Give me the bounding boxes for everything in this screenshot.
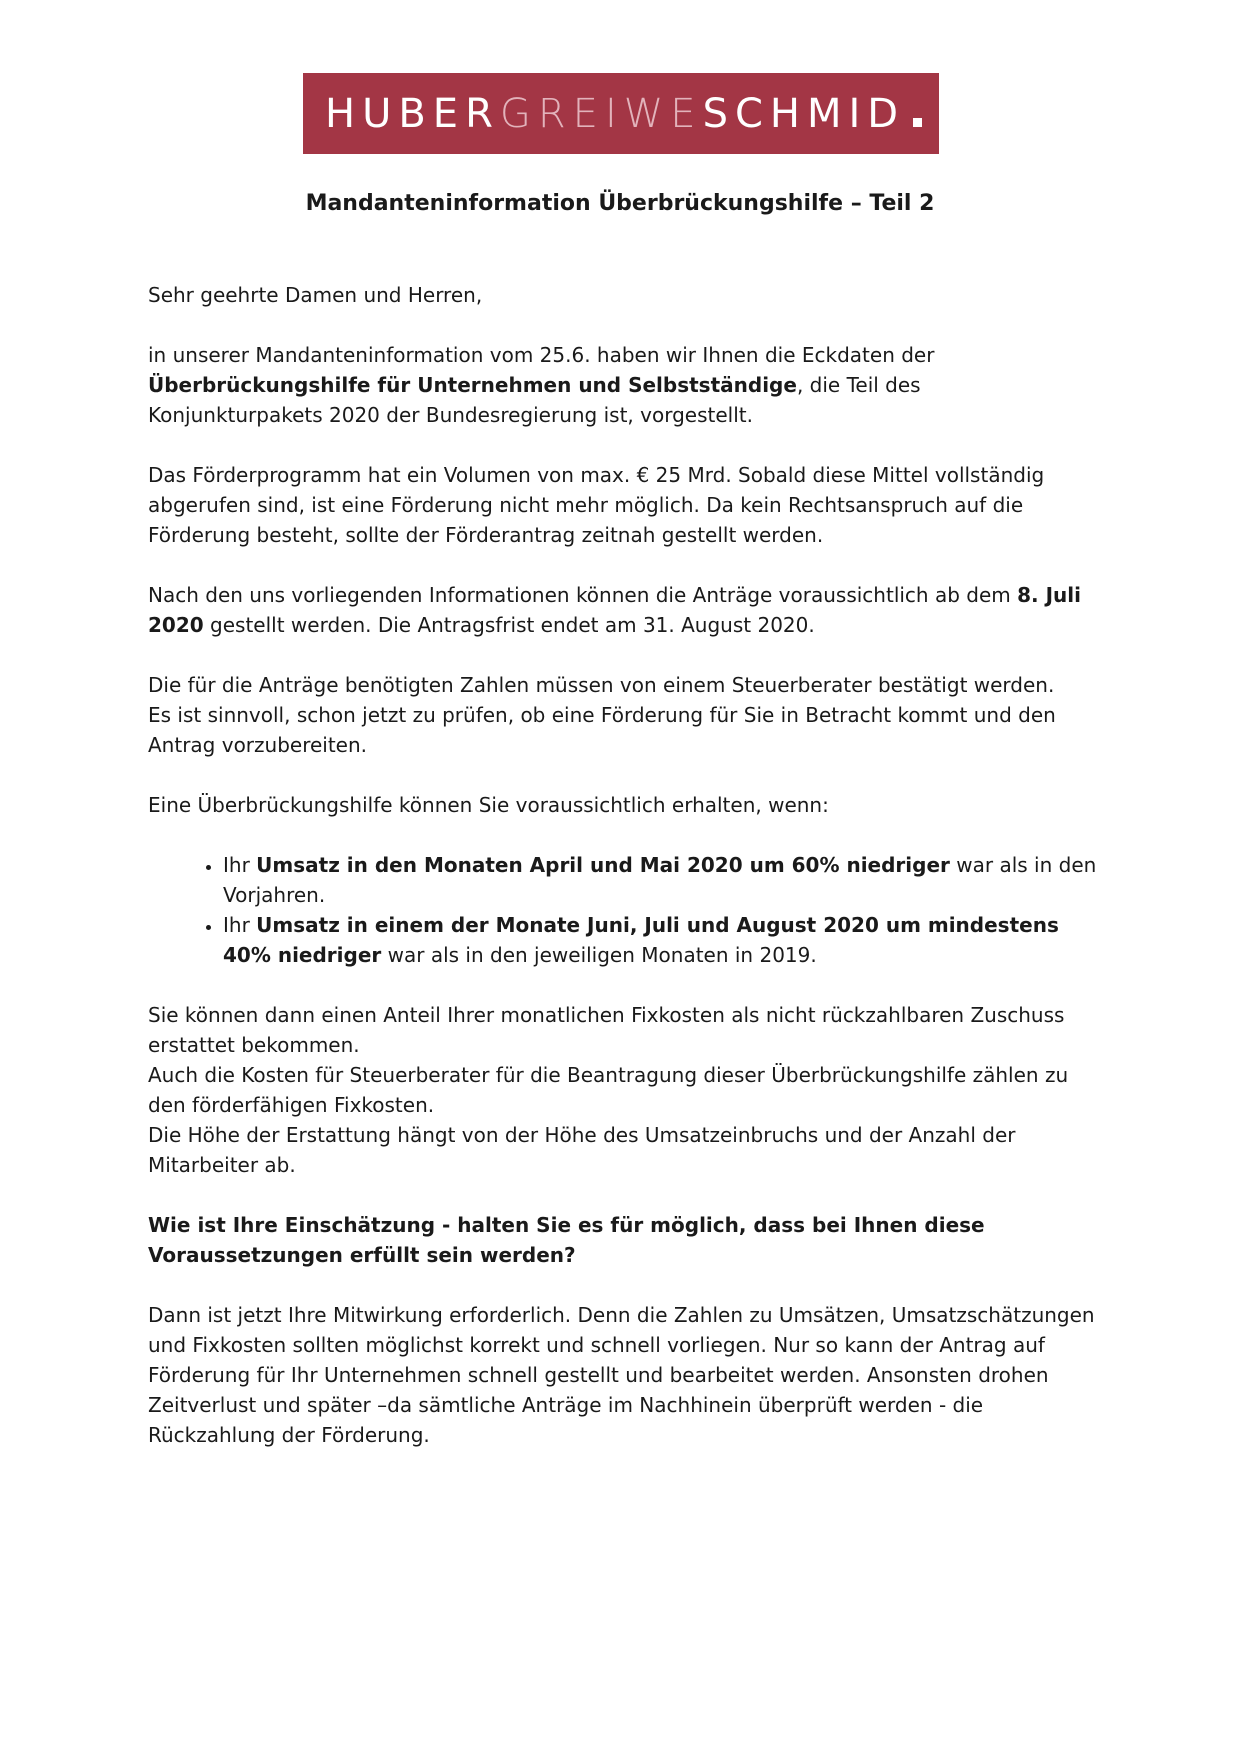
conditions-list [148, 850, 1098, 970]
list-item: • Ihr Umsatz in den Monaten April und Mai 2020 um 60% niedriger war als in den Vorjahren. [223, 850, 1098, 910]
paragraph-intro: in unserer Mandanteninformation vom 25.6. haben wir Ihnen die Eckdaten der Überbrückungshilfe für Unternehmen und Selbstständige, die Teil des Konjunkturpakets 2020 der Bundesregierung ist, vorgestellt. [148, 343, 935, 427]
document-title: Mandanteninformation Überbrückungshilfe – Teil 2 [305, 191, 935, 216]
paragraph-refund: Sie können dann einen Anteil Ihrer monatlichen Fixkosten als nicht rückzahlbaren Zuschuss erstattet bekommen. Auch die Kosten für Steuerberater für die Beantragung dieser Überbrückungshilfe zählen zu den förderfähigen Fixkosten. Die Höhe der Erstattung hängt von der Höhe des Umsatzeinbruchs und der Anzahl der Mitarbeiter ab. [148, 1003, 1069, 1177]
document-body [148, 280, 1098, 1480]
question-heading: Wie ist Ihre Einschätzung - halten Sie es für möglich, dass bei Ihnen diese Voraussetzungen erfüllt sein werden? [148, 1213, 985, 1267]
logo-wordmark: HUBERGREIWESCHMID [325, 94, 922, 134]
list-item: • Ihr Umsatz in einem der Monate Juni, Juli und August 2020 um mindestens 40% niedriger war als in den jeweiligen Monaten in 2019. [223, 910, 1098, 970]
paragraph-cooperation: Dann ist jetzt Ihre Mitwirkung erforderlich. Denn die Zahlen zu Umsätzen, Umsatzschätzungen und Fixkosten sollten möglichst korrekt und schnell vorliegen. Nur so kann der Antrag auf Förderung für Ihr Unternehmen schnell gestellt und bearbeitet werden. Ansonsten drohen Zeitverlust und später –da sämtliche Anträge im Nachhinein überprüft werden - die Rückzahlung der Förderung. [148, 1303, 1095, 1447]
paragraph-conditions-intro: Eine Überbrückungshilfe können Sie voraussichtlich erhalten, wenn: [148, 793, 829, 817]
company-logo [303, 73, 939, 154]
paragraph-tax-advisor: Die für die Anträge benötigten Zahlen müssen von einem Steuerberater bestätigt werden. Es ist sinnvoll, schon jetzt zu prüfen, ob eine Förderung für Sie in Betracht kommt und den Antrag vorzubereiten. [148, 673, 1056, 757]
logo-dot [913, 118, 922, 127]
paragraph-volume: Das Förderprogramm hat ein Volumen von max. € 25 Mrd. Sobald diese Mittel vollständig abgerufen sind, ist eine Förderung nicht mehr möglich. Da kein Rechtsanspruch auf die Förderung besteht, sollte der Förderantrag zeitnah gestellt werden. [148, 463, 1045, 547]
paragraph-dates: Nach den uns vorliegenden Informationen können die Anträge voraussichtlich ab dem 8. Juli 2020 gestellt werden. Die Antragsfrist endet am 31. August 2020. [148, 583, 1081, 637]
salutation: Sehr geehrte Damen und Herren, [148, 283, 483, 307]
